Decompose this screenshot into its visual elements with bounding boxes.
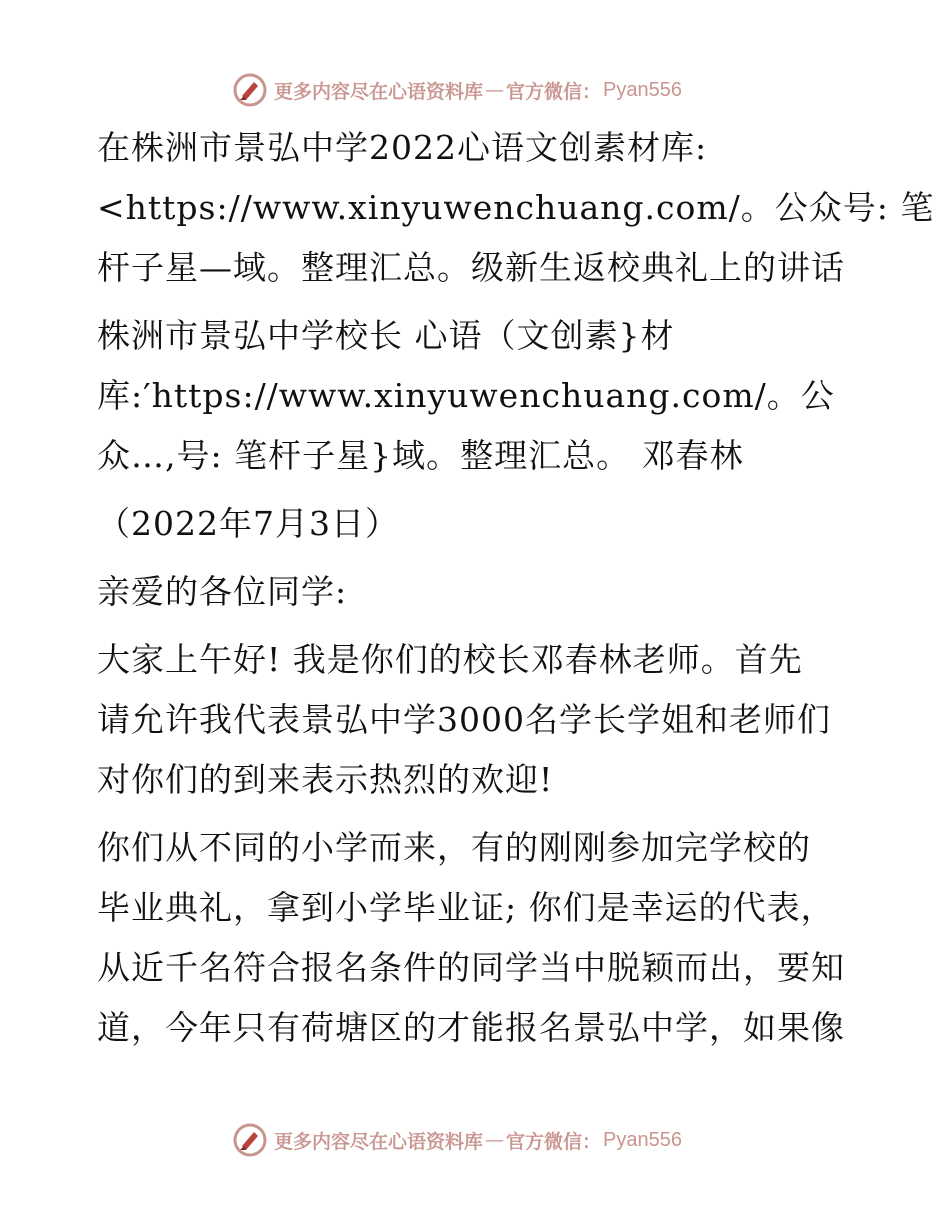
text-line: 株洲市景弘中学校长 心语（文创素}材 xyxy=(97,316,675,355)
banner-subtitle: 官方微信： xyxy=(506,1130,602,1153)
date-line: （2022年7月3日） xyxy=(97,504,399,543)
text-line: 从近千名符合报名条件的同学当中脱颖而出，要知 xyxy=(97,948,845,987)
text-line: 毕业典礼，拿到小学毕业证; 你们是幸运的代表， xyxy=(97,888,835,927)
document-body xyxy=(97,118,935,1058)
text-line: 杆子星—域。整理汇总。级新生返校典礼上的讲话 xyxy=(97,248,845,287)
footer-banner xyxy=(232,1120,732,1160)
brand-logo-icon xyxy=(232,1122,268,1158)
banner-title: 更多内容尽在心语资料库 xyxy=(274,80,484,103)
text-line: 对你们的到来表示热烈的欢迎! xyxy=(97,760,554,799)
banner-dash: — xyxy=(485,79,505,101)
banner-dash: — xyxy=(485,1129,505,1151)
text-line: 库:′https://www.xinyuwenchuang.com/。公 xyxy=(97,376,835,415)
text-line: 在株洲市景弘中学2022心语文创素材库: xyxy=(97,128,708,167)
text-line: 你们从不同的小学而来，有的刚刚参加完学校的 xyxy=(97,828,811,867)
banner-wechat-id: Pyan556 xyxy=(603,78,682,101)
banner-title: 更多内容尽在心语资料库 xyxy=(274,1130,484,1153)
text-line: <https://www.xinyuwenchuang.com/。公众号: 笔 xyxy=(97,188,935,227)
salutation: 亲爱的各位同学: xyxy=(97,572,348,611)
brand-logo-icon xyxy=(232,72,268,108)
text-line: 众…,号: 笔杆子星}域。整理汇总。 邓春林 xyxy=(97,436,744,475)
text-line: 道，今年只有荷塘区的才能报名景弘中学，如果像 xyxy=(97,1008,845,1047)
text-line: 请允许我代表景弘中学3000名学长学姐和老师们 xyxy=(97,700,831,739)
header-banner xyxy=(232,70,732,110)
banner-subtitle: 官方微信： xyxy=(506,80,602,103)
banner-wechat-id: Pyan556 xyxy=(603,1128,682,1151)
text-line: 大家上午好! 我是你们的校长邓春林老师。首先 xyxy=(97,640,803,679)
